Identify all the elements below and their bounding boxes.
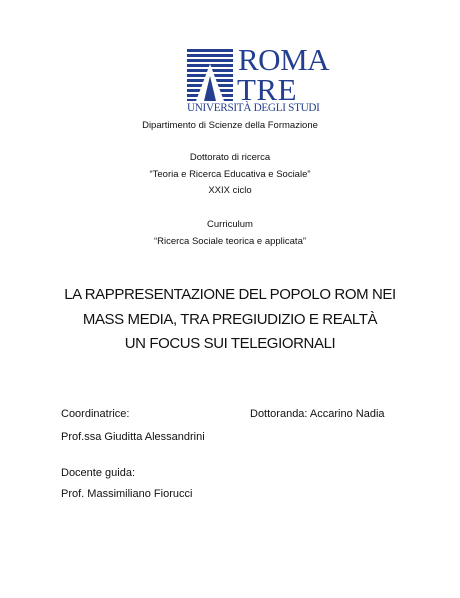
logo-university-text: UNIVERSITÀ DEGLI STUDI — [187, 102, 320, 114]
cycle: XXIX ciclo — [208, 185, 252, 196]
logo-tre-text: TRE — [237, 72, 298, 107]
roma-tre-emblem-icon — [187, 49, 233, 101]
supervisor-label: Docente guida: — [61, 467, 135, 479]
coordinator-name: Prof.ssa Giuditta Alessandrini — [61, 431, 205, 443]
thesis-title-line-3: UN FOCUS SUI TELEGIORNALI — [124, 335, 336, 352]
curriculum-label: Curriculum — [207, 219, 253, 230]
supervisor-name: Prof. Massimiliano Fiorucci — [61, 488, 193, 500]
department-name: Dipartimento di Scienze della Formazione — [142, 120, 318, 131]
doctorate-name: “Teoria e Ricerca Educativa e Sociale” — [149, 169, 311, 180]
coordinator-label: Coordinatrice: — [61, 408, 130, 420]
logo-roma-text: ROMA — [238, 42, 330, 77]
curriculum-name: “Ricerca Sociale teorica e applicata” — [153, 236, 307, 247]
university-logo — [187, 42, 330, 115]
thesis-title-line-1: LA RAPPRESENTAZIONE DEL POPOLO ROM NEI — [64, 286, 396, 303]
doctorate-label: Dottorato di ricerca — [189, 152, 271, 163]
candidate-name: Dottoranda: Accarino Nadia — [250, 408, 385, 420]
thesis-title-line-2: MASS MEDIA, TRA PREGIUDIZIO E REALTÀ — [82, 311, 378, 328]
